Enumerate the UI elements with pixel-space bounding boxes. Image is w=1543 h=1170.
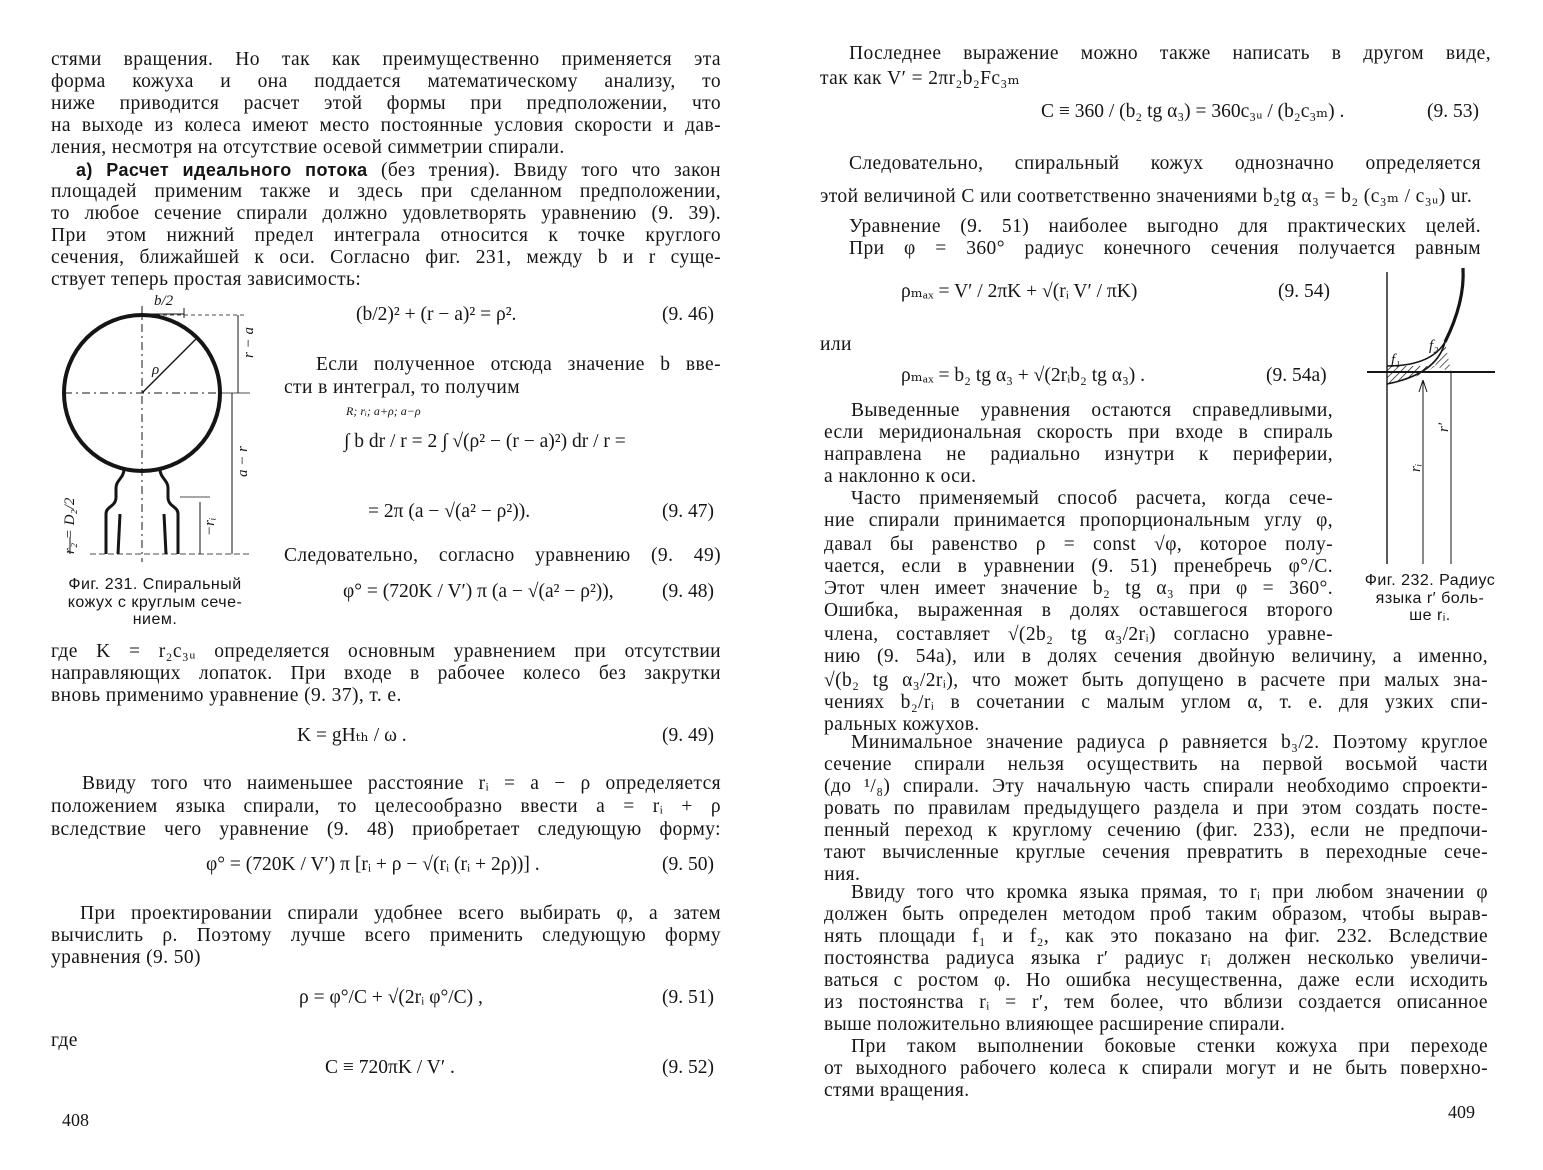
text-line: направлена не радиально изнутри к периферии, — [824, 444, 1333, 465]
text-line: этой величиной C или соответственно значениями b₂tg α₃ = b₂ (c₃ₘ / c₃ᵤ) ur. — [820, 186, 1473, 207]
equation-9-51: ρ = φ°/C + √(2rᵢ φ°/C) , — [299, 987, 483, 1008]
figure-232-caption: языка r′ боль- — [1375, 590, 1485, 607]
text-line: вычислить ρ. Поэтому лучше всего применить следующую форму — [51, 925, 721, 946]
text-line: ствует теперь простая зависимость: — [51, 269, 362, 290]
text-line: ваться с ростом φ. Но ошибка несущественна, даже если исходить — [824, 970, 1488, 991]
text-line: вновь применимо уравнение (9. 37), т. е. — [51, 685, 402, 706]
label-r2-d2: r₂ = D₂/2 — [62, 497, 78, 554]
text-line: из постоянства rᵢ = r′, тем более, что вблизи создается описанное — [824, 992, 1488, 1013]
label-r-minus-a: r − a — [241, 327, 257, 358]
equation-9-46: (b/2)² + (r − a)² = ρ². — [356, 304, 517, 325]
figure-231-caption: Фиг. 231. Спиральный — [68, 576, 242, 593]
label-a-minus-r: a − r — [235, 446, 251, 477]
text-line: на выходе из колеса имеют место постоянные условия скорости и дав- — [51, 115, 721, 136]
text-line: Ввиду того что наименьшее расстояние rᵢ = a − ρ определяется — [82, 773, 721, 794]
text-line: Ввиду того что кромка языка прямая, то rᵢ при любом значении φ — [851, 882, 1488, 903]
text-line: или — [820, 334, 852, 355]
text-line: нию (9. 54а), или в долях сечения двойную величину, а именно, — [824, 646, 1488, 667]
text-line: Этот член имеет значение b₂ tg α₃ при φ = 360°. — [824, 578, 1333, 599]
text-line: чениях b₂/rᵢ в сочетании с малым углом α, т. е. для узких спи- — [824, 692, 1488, 713]
text-line: √(b₂ tg α₃/2rᵢ), что может быть допущено в расчете при малых зна- — [824, 670, 1488, 691]
text-line: постоянства радиуса языка r′ радиус rᵢ должен несколько увеличи- — [824, 948, 1488, 969]
equation-number: (9. 50) — [662, 854, 714, 875]
equation-number: (9. 49) — [662, 725, 714, 746]
text-line: от выходного рабочего колеса к спирали могут и не быть поверхно- — [824, 1058, 1488, 1079]
figure-231-caption: нием. — [132, 611, 178, 628]
equation-number: (9. 47) — [662, 501, 714, 522]
equation-number: (9. 51) — [662, 987, 714, 1008]
text-line: ние спирали принимается пропорциональным углу φ, — [824, 510, 1333, 531]
equation-9-52: C ≡ 720πK / V′ . — [325, 1057, 455, 1078]
label-f1: f₁ — [1391, 352, 1401, 368]
equation-9-54a: ρₘₐₓ = b₂ tg α₃ + √(2rᵢb₂ tg α₃) . — [901, 365, 1146, 386]
text-line: должен быть определен методом проб таким образом, чтобы вырав- — [824, 904, 1488, 925]
text-line: ниже приводится расчет этой формы при предположении, что — [51, 93, 721, 114]
right-page — [771, 0, 1543, 1170]
text-line: Последнее выражение можно также написать в другом виде, — [849, 43, 1491, 64]
text-line: чается, если в уравнении (9. 51) пренебречь φ°/C. — [824, 556, 1333, 577]
text-line: выше положительно влияющее расширение спирали. — [824, 1014, 1286, 1035]
text-line: если меридиональная скорость при входе в спираль — [824, 422, 1333, 443]
text-line: Если полученное отсюда значение b вве- — [316, 354, 721, 375]
text-line: члена, составляет √(2b₂ tg α₃/2rᵢ) согласно уравне- — [824, 624, 1333, 645]
label-f2: f₂ — [1429, 338, 1439, 354]
section-heading: а) Расчет идеального потока — [76, 160, 368, 180]
text-span: (без трения). Ввиду того что закон — [380, 160, 721, 181]
text-line: ления, несмотря на отсутствие осевой симметрии спирали. — [51, 137, 565, 158]
text-line: ровать по правилам предыдущего раздела и при этом создать посте- — [824, 798, 1488, 819]
label-b-half: b/2 — [154, 293, 174, 309]
text-line: положением языка спирали, то целесообразно ввести a = rᵢ + ρ — [51, 796, 721, 817]
text-line: Следовательно, согласно уравнению (9. 49) — [284, 545, 721, 566]
text-line: Минимальное значение радиуса ρ равняется b₃/2. Поэтому круглое — [851, 732, 1488, 753]
text-line: (до ¹/₈) спирали. Эту начальную часть спирали необходимо спроекти- — [824, 776, 1488, 797]
text-line: то любое сечение спирали должно удовлетворять уравнению (9. 39). — [51, 203, 721, 224]
text-line: пенный переход к круглому сечению (фиг. 233), если не предпочи- — [824, 820, 1488, 841]
text-line: Ошибка, выраженная в долях оставшегося второго — [824, 600, 1333, 621]
text-line: нять площади f₁ и f₂, как это показано на фиг. 232. Вследствие — [824, 926, 1488, 947]
label-rho: ρ — [152, 362, 160, 378]
text-line: сечения, ближайшей к оси. Согласно фиг. 231, между b и r суще- — [51, 247, 721, 268]
page-number: 408 — [62, 1110, 89, 1130]
equation-number: (9. 48) — [662, 581, 714, 602]
text-line: форма кожуха и она поддается математическому анализу, то — [51, 71, 721, 92]
label-minus-ri: −rᵢ — [202, 517, 218, 536]
text-line: Уравнение (9. 51) наиболее выгодно для практических целей. — [849, 216, 1481, 237]
equation-9-47-limits: R; rᵢ; a+ρ; a−ρ — [346, 404, 421, 418]
figure-232-caption: ше rᵢ. — [1409, 607, 1451, 624]
text-line: давал бы равенство ρ = const √φ, которое полу- — [824, 534, 1333, 555]
label-r-prime: r′ — [1436, 422, 1452, 432]
text-line: ния. — [824, 864, 861, 885]
text-line: а наклонно к оси. — [824, 466, 977, 487]
text-line: Выведенные уравнения остаются справедливыми, — [851, 400, 1333, 421]
text-line: так как V′ = 2πr₂b₂Fc₃ₘ — [820, 68, 1020, 89]
text-line: где — [51, 1030, 78, 1051]
text-line: стями вращения. Но так как преимущественно применяется эта — [51, 49, 721, 70]
equation-9-50: φ° = (720K / V′) π [rᵢ + ρ − √(rᵢ (rᵢ + 2ρ))] . — [206, 854, 540, 875]
text-line: При таком выполнении боковые стенки кожуха при переходе — [851, 1036, 1488, 1057]
equation-9-49: K = gHₜₕ / ω . — [297, 725, 407, 746]
text-line: При φ = 360° радиус конечного сечения получается равным — [849, 238, 1481, 259]
figure-231-spiral-casing — [50, 292, 265, 567]
equation-number: (9. 53) — [1427, 101, 1479, 122]
text-line: площадей применим также и здесь при сделанном предположении, — [51, 181, 721, 202]
text-line: Часто применяемый способ расчета, когда сече- — [851, 488, 1333, 509]
left-page — [0, 0, 771, 1170]
figure-232-tongue-radius — [1361, 262, 1501, 567]
equation-9-48: φ° = (720K / V′) π (a − √(a² − ρ²)), — [343, 581, 614, 602]
text-line-with-heading — [76, 159, 721, 182]
text-line: направляющих лопаток. При входе в рабочее колесо без закрутки — [51, 663, 721, 684]
figure-231-caption: кожух с круглым сече- — [67, 594, 243, 611]
text-line: вследствие чего уравнение (9. 48) приобретает следующую форму: — [51, 819, 721, 840]
text-line: При проектировании спирали удобнее всего выбирать φ, а затем — [80, 903, 721, 924]
figure-232-caption: Фиг. 232. Радиус — [1364, 572, 1496, 589]
text-line: Следовательно, спиральный кожух однозначно определяется — [849, 153, 1481, 174]
text-line: сти в интеграл, то получим — [284, 377, 520, 398]
equation-9-47-line1: ∫ b dr / r = 2 ∫ √(ρ² − (r − a)²) dr / r = — [344, 431, 626, 452]
label-ri: rᵢ — [1408, 463, 1424, 472]
equation-9-54: ρₘₐₓ = V′ / 2πK + √(rᵢ V′ / πK) — [901, 281, 1138, 302]
page-number: 409 — [1448, 1102, 1475, 1122]
equation-9-47-line2: = 2π (a − √(a² − ρ²)). — [368, 501, 531, 522]
text-line: тают вычисленные круглые сечения превратить в переходные сече- — [824, 842, 1488, 863]
equation-number: (9. 46) — [662, 304, 714, 325]
text-line: уравнения (9. 50) — [51, 947, 201, 968]
equation-number: (9. 52) — [662, 1057, 714, 1078]
equation-number: (9. 54) — [1278, 281, 1330, 302]
text-line: сечение спирали нельзя осуществить на первой восьмой части — [824, 754, 1488, 775]
equation-number: (9. 54a) — [1266, 365, 1327, 386]
equation-9-53: C ≡ 360 / (b₂ tg α₃) = 360c₃ᵤ / (b₂c₃ₘ) . — [1041, 101, 1345, 122]
text-line: где K = r₂c₃ᵤ определяется основным уравнением при отсутствии — [51, 641, 721, 662]
text-line: ральных кожухов. — [824, 714, 980, 735]
text-line: При этом нижний предел интеграла относится к точке круглого — [51, 225, 721, 246]
text-line: стями вращения. — [824, 1080, 970, 1101]
